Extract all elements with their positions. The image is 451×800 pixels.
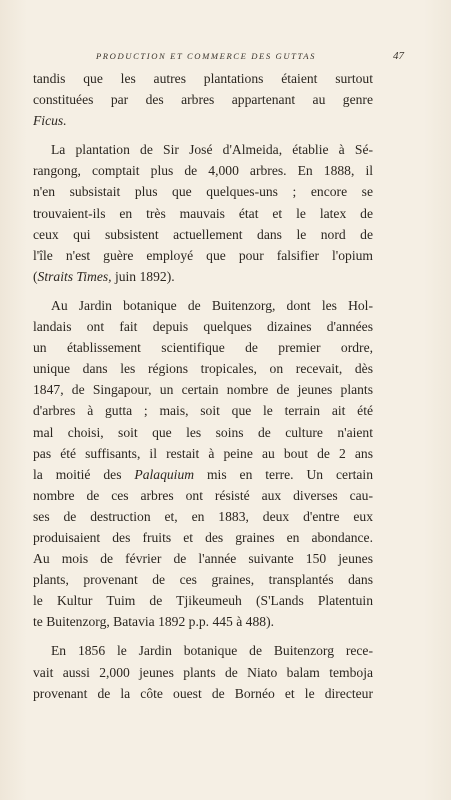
- text-line: d'arbres à gutta ; mais, soit que le terrain ait été: [33, 403, 373, 419]
- text-line: l'île n'est guère employé que pour falsifier l'opium: [33, 247, 373, 263]
- text-line: provenant de la côte ouest de Bornéo et le directeur: [33, 685, 373, 701]
- text-line: pas été suffisants, il restait à peine au bout de 2 ans: [33, 445, 373, 461]
- text-line: n'en subsistait plus que quelques-uns ; encore se: [33, 184, 373, 200]
- running-title: PRODUCTION ET COMMERCE DES GUTTAS: [95, 51, 317, 61]
- text-line: la moitié des Palaquium mis en terre. Un certain: [33, 466, 373, 482]
- text-line: ses de destruction et, en 1883, deux d'entre eux: [33, 508, 373, 524]
- text-line: (Straits Times, juin 1892).: [33, 268, 175, 284]
- running-head: [34, 49, 404, 65]
- page-number: 47: [393, 50, 404, 62]
- text-line: tandis que les autres plantations étaient surtout: [33, 71, 373, 86]
- text-line: plants, provenant de ces graines, transplantés dans: [33, 572, 373, 588]
- paragraph: [33, 139, 373, 287]
- text-line: rangong, comptait plus de 4,000 arbres. En 1888, il: [33, 163, 373, 179]
- text-line: constituées par des arbres appartenant au genre: [33, 92, 373, 108]
- italic-term: Ficus.: [33, 113, 67, 129]
- text-line: La plantation de Sir José d'Almeida, établie à Sé-: [51, 142, 373, 158]
- text-line: unique dans les régions tropicales, on recevait, dès: [33, 361, 373, 377]
- text-line: landais ont fait depuis quelques dizaines d'années: [33, 319, 373, 335]
- paragraph: [33, 640, 373, 703]
- text-line: 1847, de Singapour, un certain nombre de jeunes plants: [33, 382, 373, 398]
- paragraph: [33, 68, 373, 131]
- text-line: Au Jardin botanique de Buitenzorg, dont les Hol-: [51, 297, 373, 313]
- text-line: Au mois de février de l'année suivante 150 jeunes: [33, 551, 373, 567]
- text-line: En 1856 le Jardin botanique de Buitenzorg rece-: [51, 643, 373, 659]
- text-line: te Buitenzorg, Batavia 1892 p.p. 445 à 488).: [33, 614, 274, 630]
- text-line: ceux qui subsistent actuellement dans le nord de: [33, 226, 373, 242]
- text-line: un établissement scientifique de premier ordre,: [33, 340, 373, 356]
- paragraph: [33, 295, 373, 633]
- text-line: trouvaient-ils en très mauvais état et le latex de: [33, 205, 373, 221]
- text-line: vait aussi 2,000 jeunes plants de Niato balam temboja: [33, 664, 373, 680]
- text-line: produisaient des fruits et des graines en abondance.: [33, 529, 373, 545]
- body-text: [33, 68, 373, 704]
- text-line: le Kultur Tuim de Tjikeumeuh (S'Lands Platentuin: [33, 593, 373, 609]
- text-line: mal choisi, soit que les soins de culture n'aient: [33, 424, 373, 440]
- text-line: [33, 110, 373, 131]
- text-line: nombre de ces arbres ont résisté aux diverses cau-: [33, 487, 373, 503]
